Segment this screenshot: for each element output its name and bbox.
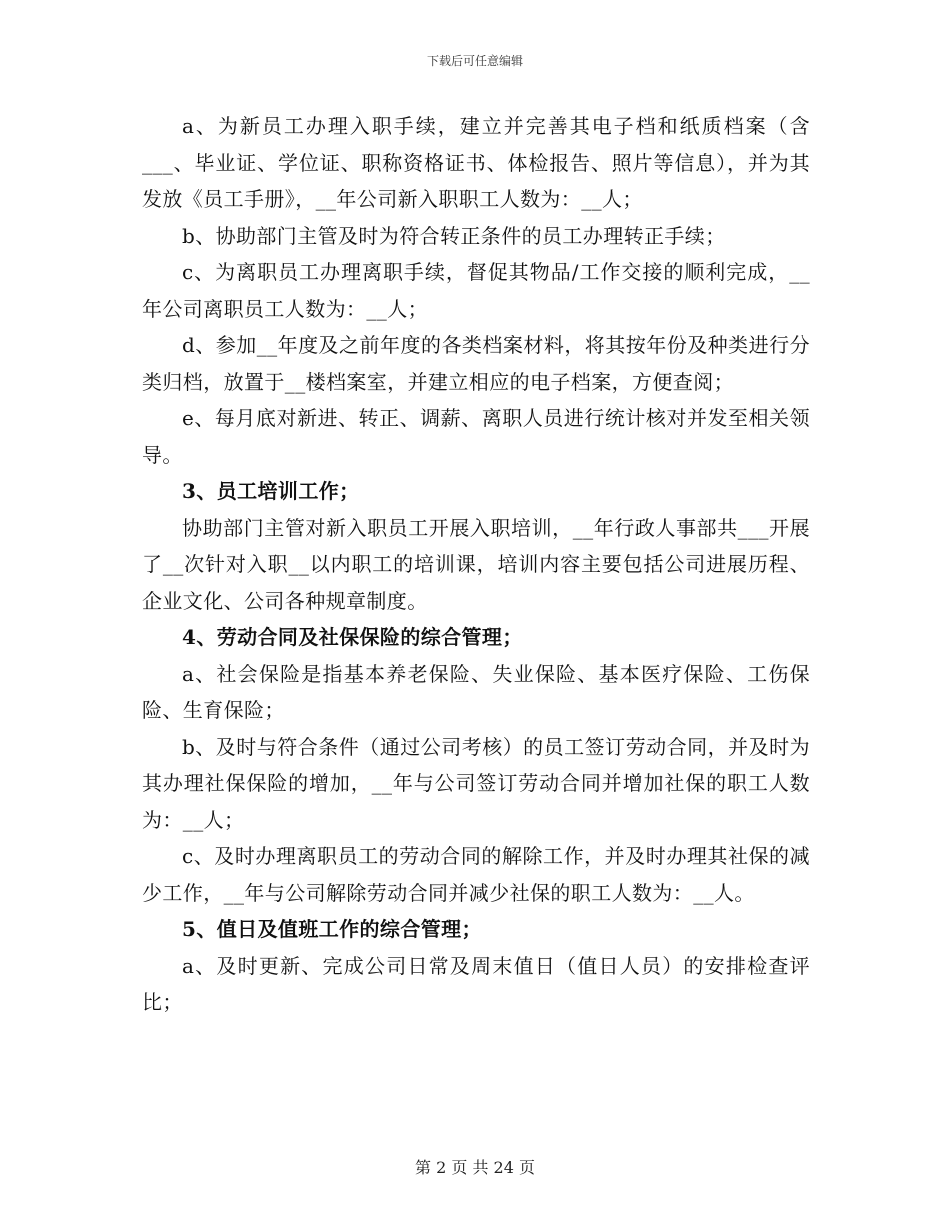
page-header-note: 下载后可任意编辑 — [426, 54, 523, 68]
section-heading-training: 3、员工培训工作； — [182, 479, 360, 503]
page-number: 第 2 页 共 24 页 — [415, 1158, 535, 1177]
paragraph-d-archiving: d、参加__年度及之前年度的各类档案材料，将其按年份及种类进行分类归档，放置于__楼档案室，并建立相应的电子档案，方便查阅； — [142, 333, 810, 394]
section-heading-duty: 5、值日及值班工作的综合管理； — [182, 917, 482, 941]
document-body — [142, 108, 810, 1021]
paragraph-b-confirmation: b、协助部门主管及时为符合转正条件的员工办理转正手续； — [182, 223, 726, 248]
section-heading-contracts-insurance: 4、劳动合同及社保保险的综合管理； — [182, 625, 523, 649]
paragraph-a-social-insurance: a、社会保险是指基本养老保险、失业保险、基本医疗保险、工伤保险、生育保险； — [142, 661, 810, 722]
paragraph-c-resignation: c、为离职员工办理离职手续，督促其物品/工作交接的顺利完成，__年公司离职员工人数为：__人； — [142, 260, 810, 321]
paragraph-b-contract-signing: b、及时与符合条件（通过公司考核）的员工签订劳动合同，并及时为其办理社保保险的增加，__年与公司签订劳动合同并增加社保的职工人数为：__人； — [142, 734, 810, 832]
paragraph-training: 协助部门主管对新入职员工开展入职培训，__年行政人事部共___开展了__次针对入职__以内职工的培训课，培训内容主要包括公司进展历程、企业文化、公司各种规章制度。 — [142, 515, 810, 613]
paragraph-a-duty-schedule: a、及时更新、完成公司日常及周末值日（值日人员）的安排检查评比； — [142, 953, 810, 1014]
paragraph-e-monthly-stats: e、每月底对新进、转正、调薪、离职人员进行统计核对并发至相关领导。 — [142, 406, 810, 467]
paragraph-c-contract-termination: c、及时办理离职员工的劳动合同的解除工作，并及时办理其社保的减少工作，__年与公司解除劳动合同并减少社保的职工人数为：__人。 — [142, 844, 810, 905]
paragraph-a-onboarding: a、为新员工办理入职手续，建立并完善其电子档和纸质档案（含___、毕业证、学位证、职称资格证书、体检报告、照片等信息），并为其发放《员工手册》，__年公司新入职职工人数为：__人； — [142, 114, 810, 211]
